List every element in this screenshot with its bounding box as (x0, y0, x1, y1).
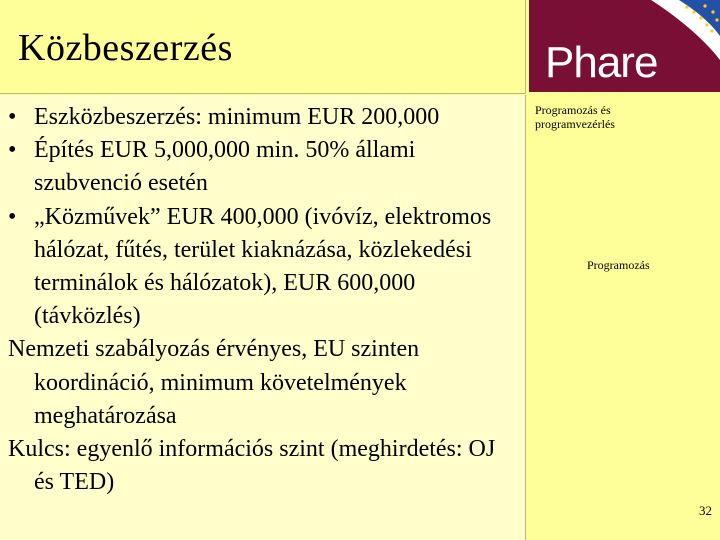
paragraph: Nemzeti szabályozás érvényes, EU szinten koordináció, minimum követelmények meghatározása (8, 336, 420, 429)
slide-title: Közbeszerzés (18, 27, 233, 69)
bullet-item (8, 201, 518, 334)
bullet-marker: • (8, 104, 17, 130)
page-number: 32 (699, 503, 712, 518)
slide-body (8, 101, 518, 499)
logo-text: Phare (545, 38, 658, 87)
bullet-text: „Közművek” EUR 400,000 (ivóvíz, elektromos hálózat, fűtés, terület kiaknázása, közlekedési terminálok és hálózatok), EUR 600,000 (távközlés) (34, 203, 492, 330)
bullet-marker: • (8, 203, 17, 230)
bullet-text: Építés EUR 5,000,000 min. 50% állami szubvenció esetén (34, 137, 416, 197)
bullet-item (8, 134, 518, 200)
side-label-programming-management: Programozás és programvezérlés (535, 103, 615, 131)
bullet-text: Eszközbeszerzés: minimum EUR 200,000 (34, 104, 440, 130)
side-label-programming: Programozás (587, 258, 650, 272)
title-area (0, 0, 526, 94)
bullet-marker: • (8, 137, 17, 164)
paragraph: Kulcs: egyenlő információs szint (meghirdetés: OJ és TED) (8, 436, 496, 496)
bullet-item (8, 101, 518, 134)
phare-logo (529, 0, 720, 92)
